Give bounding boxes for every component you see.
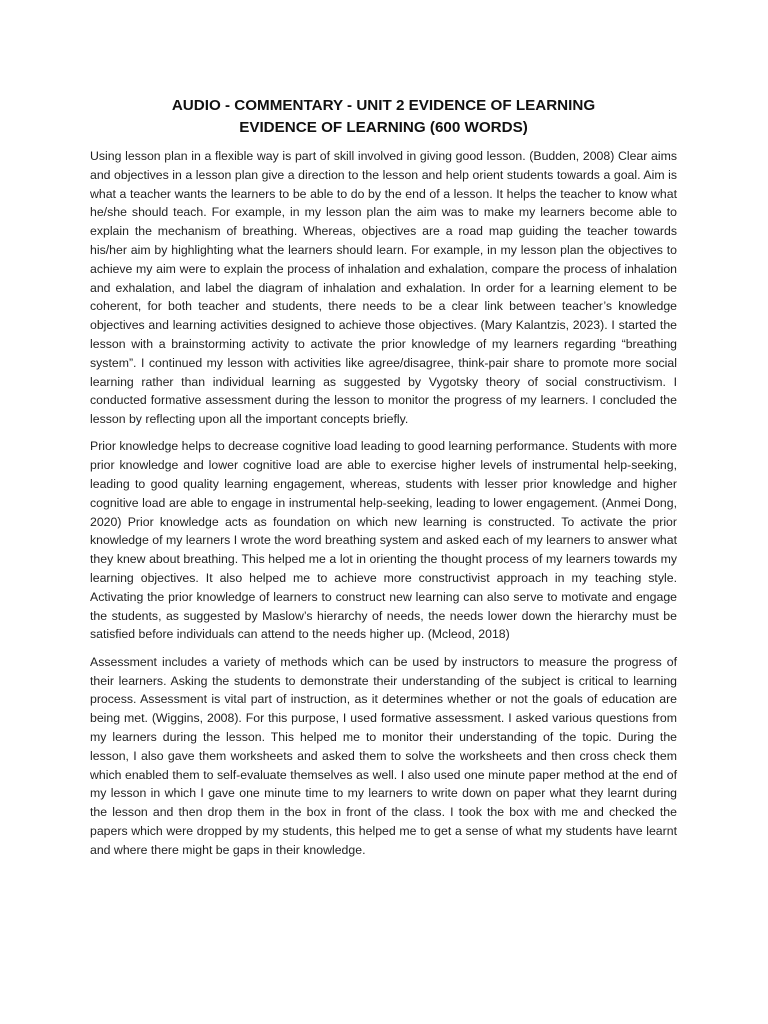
document-title: AUDIO - COMMENTARY - UNIT 2 EVIDENCE OF LEARNING (171, 97, 596, 114)
paragraph-assessment: Assessment includes a variety of methods which can be used by instructors to measure the progress of their learners. Asking the students to demonstrate their understanding of the subject is critical to learning process. Assessment is vital part of instruction, as it determines whether or not the goals of education are being met. (Wiggins, 2008). For this purpose, I used formative assessment. I asked various questions from my learners during the lesson. This helped me to monitor their understanding of the topic. During the lesson, I also gave them worksheets and asked them to solve the worksheets and then cross check them which enabled them to self-evaluate themselves as well. I also used one minute paper method at the end of my lesson in which I gave one minute time to my learners to write down on paper what they learnt during the lesson and then drop them in the box in front of the class. I took the box with me and checked the papers which were dropped by my students, this helped me to get a sense of what my students have learnt and where there might be gaps in their knowledge. (90, 654, 677, 857)
paragraph-prior-knowledge: Prior knowledge helps to decrease cognitive load leading to good learning performance. Students with more prior knowledge and lower cognitive load are able to exercise higher levels of instrumental help-seeking, leading to good quality learning engagement, whereas, students with lesser prior knowledge and higher cognitive load are able to engage in instrumental help-seeking, leading to lower engagement. (Anmei Dong, 2020) Prior knowledge acts as foundation on which new learning is constructed. To activate the prior knowledge of my learners I wrote the word breathing system and asked each of my learners to answer what they knew about breathing. This helped me a lot in orienting the thought process of my learners towards my learning objectives. It also helped me to achieve more constructivist approach in my teaching style. Activating the prior knowledge of learners to construct new learning can also serve to motivate and engage the students, as suggested by Maslow’s hierarchy of needs, the needs lower down the hierarchy must be satisfied before individuals can attend to the needs higher up. (Mcleod, 2018) (90, 439, 677, 642)
paragraph-lesson-plan: Using lesson plan in a flexible way is part of skill involved in giving good lesson. (Budden, 2008) Clear aims and objectives in a lesson plan give a direction to the lesson and help orient students towards a goal. Aim is what a teacher wants the learners to be able to do by the end of a lesson. It helps the teacher to know what he/she should teach. For example, in my lesson plan the aim was to make my learners become able to explain the mechanism of breathing. Whereas, objectives are a road map guiding the teacher towards his/her aim by highlighting what the learners should learn. For example, in my lesson plan the objectives to achieve my aim were to explain the process of inhalation and exhalation, compare the process of inhalation and exhalation, and label the diagram of inhalation and exhalation. In order for a learning element to be coherent, for both teacher and students, there needs to be a clear link between teacher’s knowledge objectives and learning activities designed to achieve those objectives. (Mary Kalantzis, 2023). I started the lesson with a brainstorming activity to activate the prior knowledge of my learners regarding “breathing system”. I continued my lesson with activities like agree/disagree, think-pair share to promote more social learning rather than individual learning as suggested by Vygotsky theory of social constructivism. I conducted formative assessment during the lesson to monitor the progress of my learners. I concluded the lesson by reflecting upon all the important concepts briefly. (90, 149, 677, 427)
document-page (90, 95, 677, 859)
document-subtitle: EVIDENCE OF LEARNING (600 WORDS) (239, 119, 528, 136)
title-block (90, 95, 677, 139)
